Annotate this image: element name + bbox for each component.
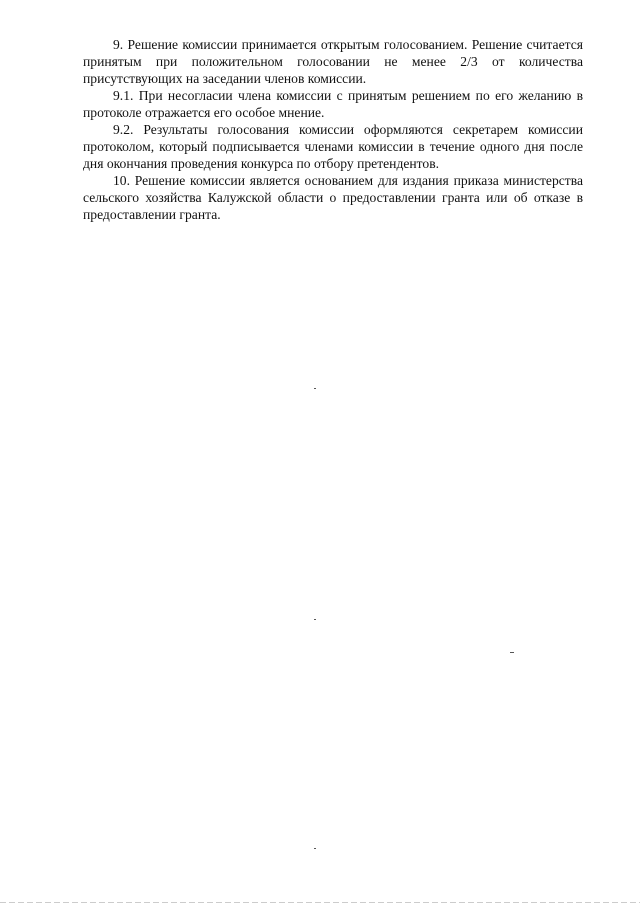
document-body: [83, 36, 583, 223]
scan-speck: [314, 388, 316, 389]
scan-edge-artifact: [0, 902, 640, 903]
scan-speck: [510, 652, 514, 653]
paragraph-10: 10. Решение комиссии является основанием для издания приказа министерства сельского хозяйства Калужской области о предоставлении гранта или об отказе в предоставлении гранта.: [83, 173, 583, 222]
scan-speck: [314, 848, 316, 849]
paragraph-9-1: 9.1. При несогласии члена комиссии с принятым решением по его желанию в протоколе отражается его особое мнение.: [83, 88, 583, 120]
paragraph-9: 9. Решение комиссии принимается открытым голосованием. Решение считается принятым при положительном голосовании не менее 2/3 от количества присутствующих на заседании членов комиссии.: [83, 37, 583, 86]
paragraph-9-2: 9.2. Результаты голосования комиссии оформляются секретарем комиссии протоколом, который подписывается членами комиссии в течение одного дня после дня окончания проведения конкурса по отбору претендентов.: [83, 122, 583, 171]
scan-speck: [314, 619, 316, 620]
